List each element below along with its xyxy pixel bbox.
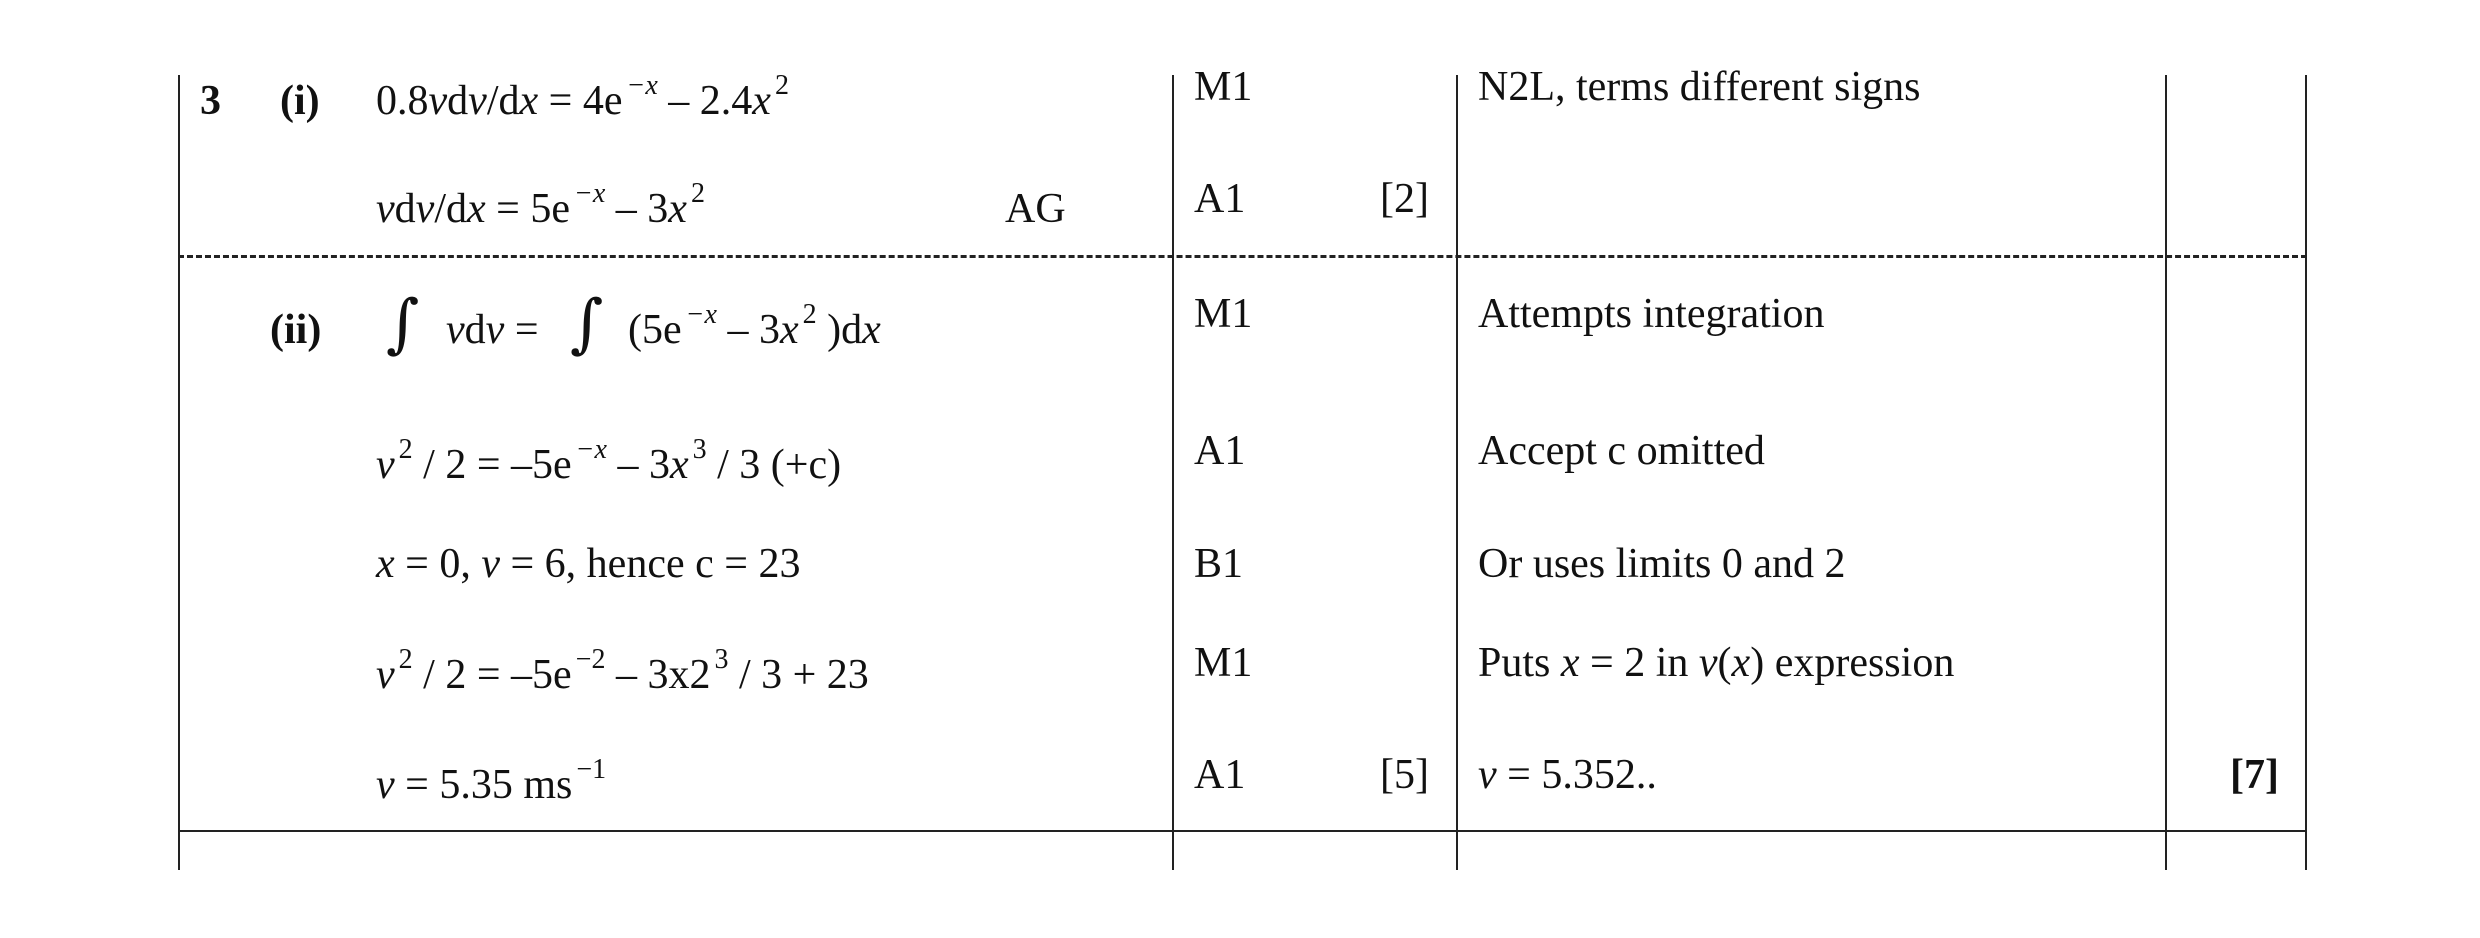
guidance-row-7: v = 5.352..	[1478, 752, 1657, 798]
question-total: [7]	[2230, 752, 2279, 798]
mark-row-5: B1	[1194, 541, 1244, 587]
guidance-row-4: Accept c omitted	[1478, 428, 1765, 474]
mark-row-6: M1	[1194, 640, 1253, 686]
table-left-border	[178, 75, 180, 870]
part-total-ii: [5]	[1380, 752, 1429, 798]
part-label-i: (i)	[280, 78, 320, 124]
mark-row-1: M1	[1194, 66, 1253, 108]
working-row-1: 0.8vdv/dx = 4e $^{-x}$ – 2.4x $^2$	[376, 70, 789, 124]
mark-row-2: A1	[1194, 176, 1246, 222]
guidance-row-6: Puts x = 2 in v(x) expression	[1478, 640, 1955, 686]
column-divider-working-marks	[1172, 75, 1174, 870]
answer-given-tag: AG	[1005, 186, 1066, 232]
working-row-6: v $^2$ / 2 = –5e $^{-2}$ – 3x2 $^3$ / 3 + 23	[376, 644, 869, 698]
guidance-row-3: Attempts integration	[1478, 291, 1825, 337]
part-total-i: [2]	[1380, 176, 1429, 222]
table-right-border	[2305, 75, 2307, 870]
table-bottom-rule	[178, 830, 2307, 832]
working-row-3-lhs: vdv =	[446, 307, 539, 353]
part-separator-dashed	[178, 255, 2307, 258]
part-label-ii: (ii)	[270, 307, 322, 353]
working-row-5: x = 0, v = 6, hence c = 23	[376, 541, 801, 587]
guidance-row-5: Or uses limits 0 and 2	[1478, 541, 1846, 587]
guidance-row-1: N2L, terms different signs	[1478, 64, 1921, 110]
column-divider-marks-guidance	[1456, 75, 1458, 870]
integral-sign-right: ∫	[570, 287, 604, 361]
mark-row-4: A1	[1194, 428, 1246, 474]
working-row-7: v = 5.35 ms $^{-1}$	[376, 754, 607, 808]
mark-row-7: A1	[1194, 752, 1246, 798]
mark-row-3: M1	[1194, 291, 1253, 337]
question-number: 3	[200, 78, 221, 124]
working-row-4: v $^2$ / 2 = –5e $^{-x}$ – 3x $^3$ / 3 (+c)	[376, 434, 842, 488]
working-row-2: vdv/dx = 5e $^{-x}$ – 3x $^2$	[376, 178, 705, 232]
working-row-3-rhs: (5e $^{-x}$ – 3x $^2$ )dx	[628, 299, 881, 353]
column-divider-guidance-total	[2165, 75, 2167, 870]
integral-sign-left: ∫	[386, 287, 420, 361]
